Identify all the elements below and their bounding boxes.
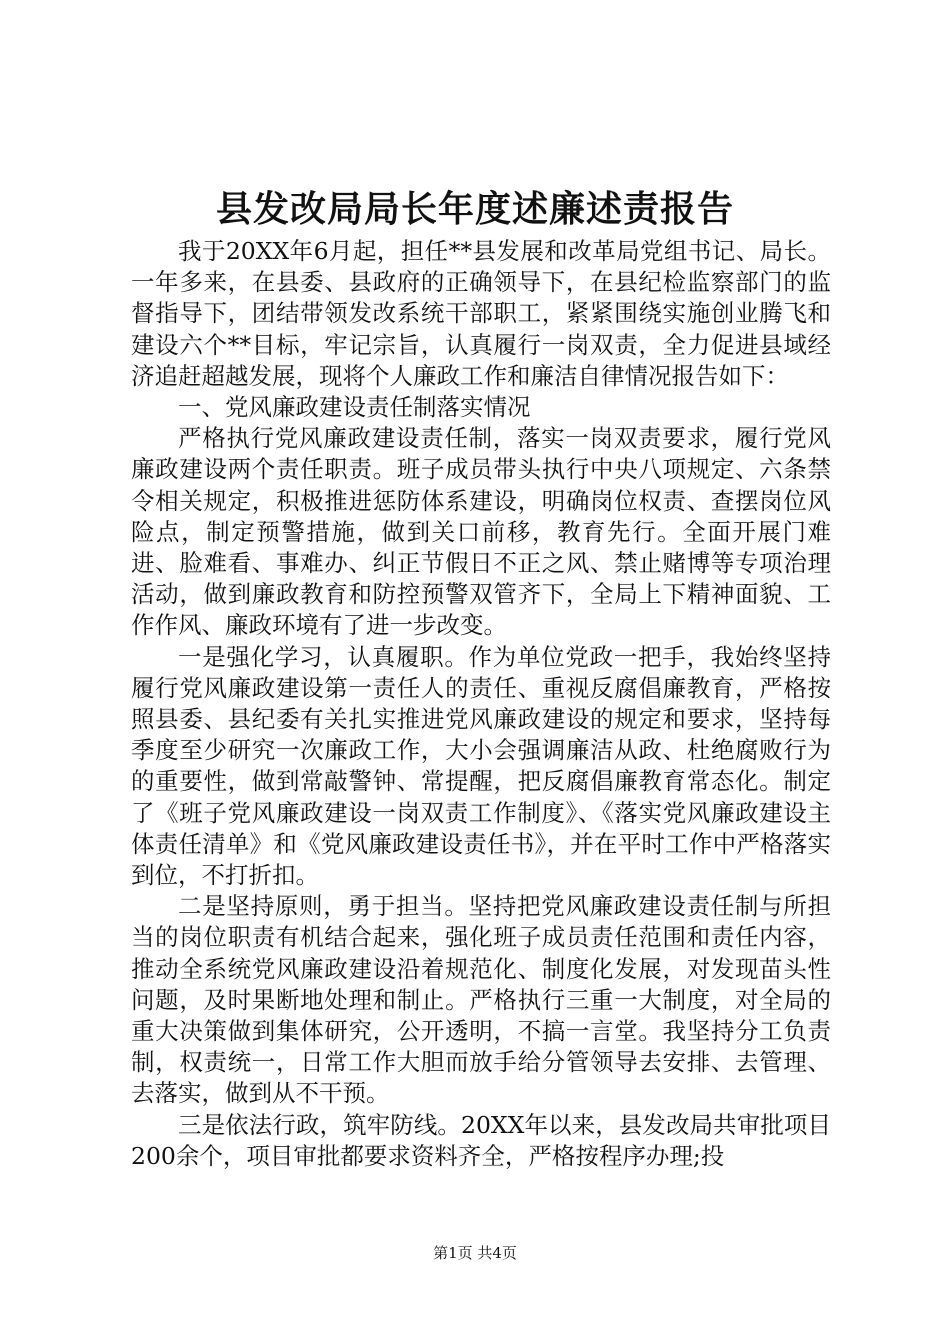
section-heading-1: 一、党风廉政建设责任制落实情况 bbox=[178, 393, 531, 422]
paragraph-point-1: 一是强化学习，认真履职。作为单位党政一把手，我始终坚持履行党风廉政建设第一责任人的责任、重视反腐倡廉教育，严格按照县委、县纪委有关扎实推进党风廉政建设的规定和要求，坚持每季度至少研究一次廉政工作，大小会强调廉洁从政、杜绝腐败行为的重要性，做到常敲警钟、常提醒，把反腐倡廉教育常态化。制定了《班子党风廉政建设一岗双责工作制度》、《落实党风廉政建设主体责任清单》和《党风廉政建设责任书》，并在平时工作中严格落实到位，不打折扣。 bbox=[131, 642, 831, 890]
paragraph-point-2: 二是坚持原则，勇于担当。坚持把党风廉政建设责任制与所担当的岗位职责有机结合起来，强化班子成员责任范围和责任内容，推动全系统党风廉政建设沿着规范化、制度化发展，对发现苗头性问题，及时果断地处理和制止。严格执行三重一大制度，对全局的重大决策做到集体研究，公开透明，不搞一言堂。我坚持分工负责制，权责统一，日常工作大胆而放手给分管领导去安排、去管理、去落实，做到从不干预。 bbox=[131, 892, 831, 1108]
paragraph-point-3: 三是依法行政，筑牢防线。20XX年以来，县发改局共审批项目200余个，项目审批都要求资料齐全，严格按程序办理;投 bbox=[131, 1110, 831, 1170]
document-title: 县发改局局长年度述廉述责报告 bbox=[215, 188, 734, 230]
paragraph-responsibility: 严格执行党风廉政建设责任制，落实一岗双责要求，履行党风廉政建设两个责任职责。班子成员带头执行中央八项规定、六条禁令相关规定，积极推进惩防体系建设，明确岗位权责、查摆岗位风险点，制定预警措施，做到关口前移，教育先行。全面开展门难进、脸难看、事难办、纠正节假日不正之风、禁止赌博等专项治理活动，做到廉政教育和防控预警双管齐下，全局上下精神面貌、工作作风、廉政环境有了进一步改变。 bbox=[131, 424, 831, 640]
document-body bbox=[131, 236, 831, 1172]
paragraph-intro: 我于20XX年6月起，担任**县发展和改革局党组书记、局长。一年多来，在县委、县政府的正确领导下，在县纪检监察部门的监督指导下，团结带领发改系统干部职工，紧紧围绕实施创业腾飞和建设六个**目标，牢记宗旨，认真履行一岗双责，全力促进县域经济追赶超越发展，现将个人廉政工作和廉洁自律情况报告如下： bbox=[131, 237, 831, 390]
page-footer: 第1页 共4页 bbox=[433, 1244, 517, 1262]
